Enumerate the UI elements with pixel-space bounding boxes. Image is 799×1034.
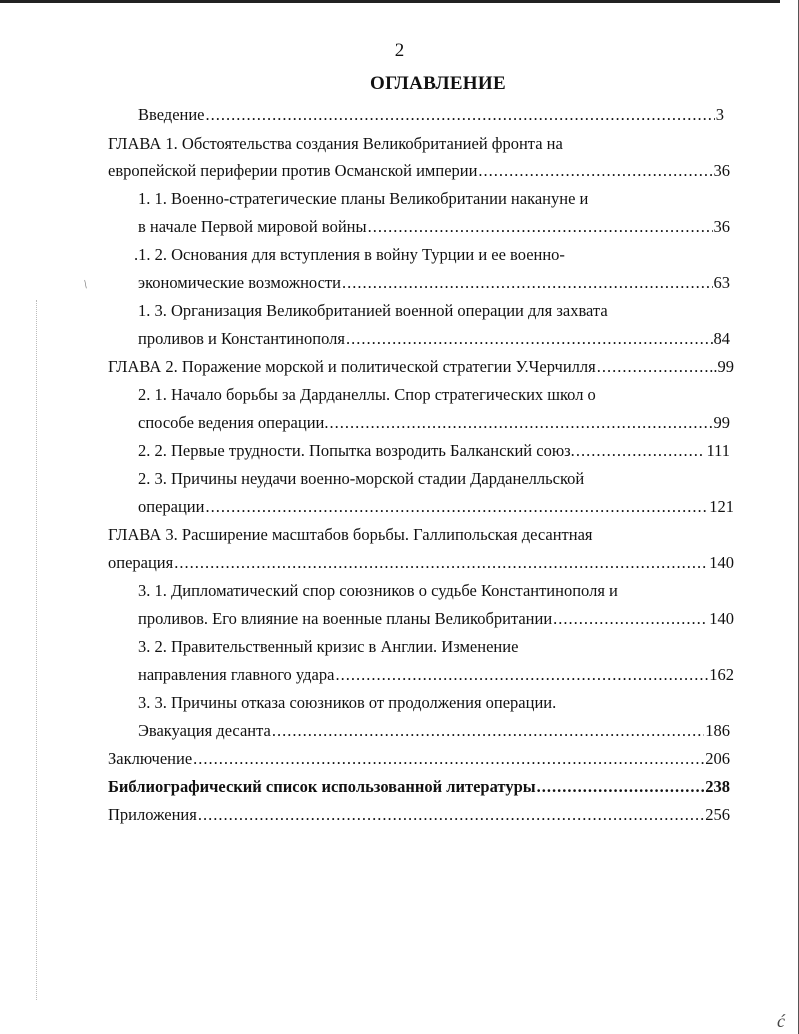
section-3-2-heading[interactable]: 3. 2. Правительственный кризис в Англии. Изменение: [138, 637, 519, 656]
toc-page-number: 140: [709, 553, 734, 572]
toc-entry-text: европейской периферии против Османской империи: [108, 161, 478, 180]
section-3-1-heading[interactable]: 3. 1. Дипломатический спор союзников о судьбе Константинополя и: [138, 581, 618, 600]
corner-handwritten-mark: ć: [777, 1011, 785, 1031]
dot-leader: [206, 104, 715, 126]
toc-entry-appendix[interactable]: [108, 804, 730, 826]
toc-page-number: 140: [709, 609, 734, 628]
toc-entry-text: проливов. Его влияние на военные планы Великобритании: [138, 609, 553, 628]
left-margin-speckle: [36, 300, 39, 1000]
dot-leader: [346, 328, 713, 350]
stray-pen-mark: /: [80, 277, 91, 291]
section-3-3-heading[interactable]: 3. 3. Причины отказа союзников от продолжения операции.: [138, 693, 557, 712]
toc-page-number: 186: [705, 721, 730, 740]
toc-entry-text: Эвакуация десанта: [138, 721, 271, 740]
toc-page-number: 63: [713, 273, 730, 292]
toc-entry-text: направления главного удара: [138, 665, 335, 684]
toc-page-number: 84: [713, 329, 730, 348]
toc-entry-conclusion[interactable]: [108, 748, 730, 770]
toc-entry-chapter1[interactable]: [108, 160, 730, 182]
toc-entry-bibliography[interactable]: [108, 776, 730, 798]
toc-page-number: 36: [713, 161, 730, 180]
toc-entry-text: Введение: [138, 105, 205, 124]
dot-leader: [193, 748, 704, 770]
toc-entry-chapter2[interactable]: [108, 356, 734, 378]
toc-entry-section-3-3[interactable]: [138, 720, 730, 742]
toc-entry-text: проливов и Константинополя: [138, 329, 345, 348]
toc-entry-text: способе ведения операции.: [138, 413, 329, 432]
toc-entry-text: 2. 2. Первые трудности. Попытка возродить Балканский союз.: [138, 441, 575, 460]
section-1-2-heading[interactable]: .1. 2. Основания для вступления в войну Турции и ее военно-: [134, 245, 565, 264]
toc-entry-section-2-3[interactable]: [138, 496, 734, 518]
toc-entry-text: ГЛАВА 2. Поражение морской и политической стратегии У.Черчилля: [108, 357, 596, 376]
toc-entry-text: Библиографический список использованной литературы: [108, 777, 536, 796]
section-1-3-heading[interactable]: 1. 3. Организация Великобританией военной операции для захвата: [138, 301, 608, 320]
dot-leader: [335, 664, 708, 686]
toc-page-number: 111: [706, 441, 730, 460]
dot-leader: [537, 776, 705, 798]
section-2-3-heading[interactable]: 2. 3. Причины неудачи военно-морской стадии Дарданелльской: [138, 469, 585, 488]
dot-leader: [174, 552, 708, 574]
dot-leader: [368, 216, 713, 238]
toc-entry-text: в начале Первой мировой войны: [138, 217, 367, 236]
chapter3-heading[interactable]: ГЛАВА 3. Расширение масштабов борьбы. Галлипольская десантная: [108, 525, 593, 544]
toc-entry-section-1-1[interactable]: [138, 216, 730, 238]
chapter1-heading[interactable]: ГЛАВА 1. Обстоятельства создания Великобританией фронта на: [108, 134, 563, 153]
toc-page-number: ..99: [709, 357, 734, 376]
toc-entry-section-3-2[interactable]: [138, 664, 734, 686]
toc-page-number: 256: [705, 805, 730, 824]
dot-leader: [198, 804, 704, 826]
dot-leader: [597, 356, 709, 378]
section-1-1-heading[interactable]: 1. 1. Военно-стратегические планы Великобритании накануне и: [138, 189, 589, 208]
toc-entry-text: операции: [138, 497, 205, 516]
toc-page-number: 99: [713, 413, 730, 432]
dot-leader: [205, 496, 708, 518]
toc-entry-section-2-1[interactable]: [138, 412, 730, 434]
dot-leader: [330, 412, 713, 434]
page-number: 2: [394, 40, 405, 61]
toc-entry-intro[interactable]: [138, 104, 724, 126]
toc-entry-text: экономические возможности: [138, 273, 341, 292]
section-2-1-heading[interactable]: 2. 1. Начало борьбы за Дарданеллы. Спор стратегических школ о: [138, 385, 596, 404]
top-border-line: [0, 0, 780, 3]
toc-page-number: 238: [705, 777, 730, 796]
dot-leader: [272, 720, 704, 742]
toc-entry-text: Приложения: [108, 805, 197, 824]
dot-leader: [576, 440, 706, 462]
toc-page-number: 3: [715, 105, 724, 124]
toc-entry-text: операция: [108, 553, 174, 572]
toc-entry-chapter3[interactable]: [108, 552, 734, 574]
page-title: ОГЛАВЛЕНИЕ: [370, 73, 506, 94]
toc-entry-section-1-2[interactable]: [138, 272, 730, 294]
toc-entry-text: Заключение: [108, 749, 193, 768]
toc-entry-section-1-3[interactable]: [138, 328, 730, 350]
toc-page-number: 36: [713, 217, 730, 236]
dot-leader: [478, 160, 712, 182]
toc-page-number: 206: [705, 749, 730, 768]
toc-entry-section-2-2[interactable]: [138, 440, 730, 462]
toc-page-number: 162: [709, 665, 734, 684]
dot-leader: [342, 272, 713, 294]
toc-page-number: 121: [709, 497, 734, 516]
dot-leader: [553, 608, 708, 630]
toc-entry-section-3-1[interactable]: [138, 608, 734, 630]
